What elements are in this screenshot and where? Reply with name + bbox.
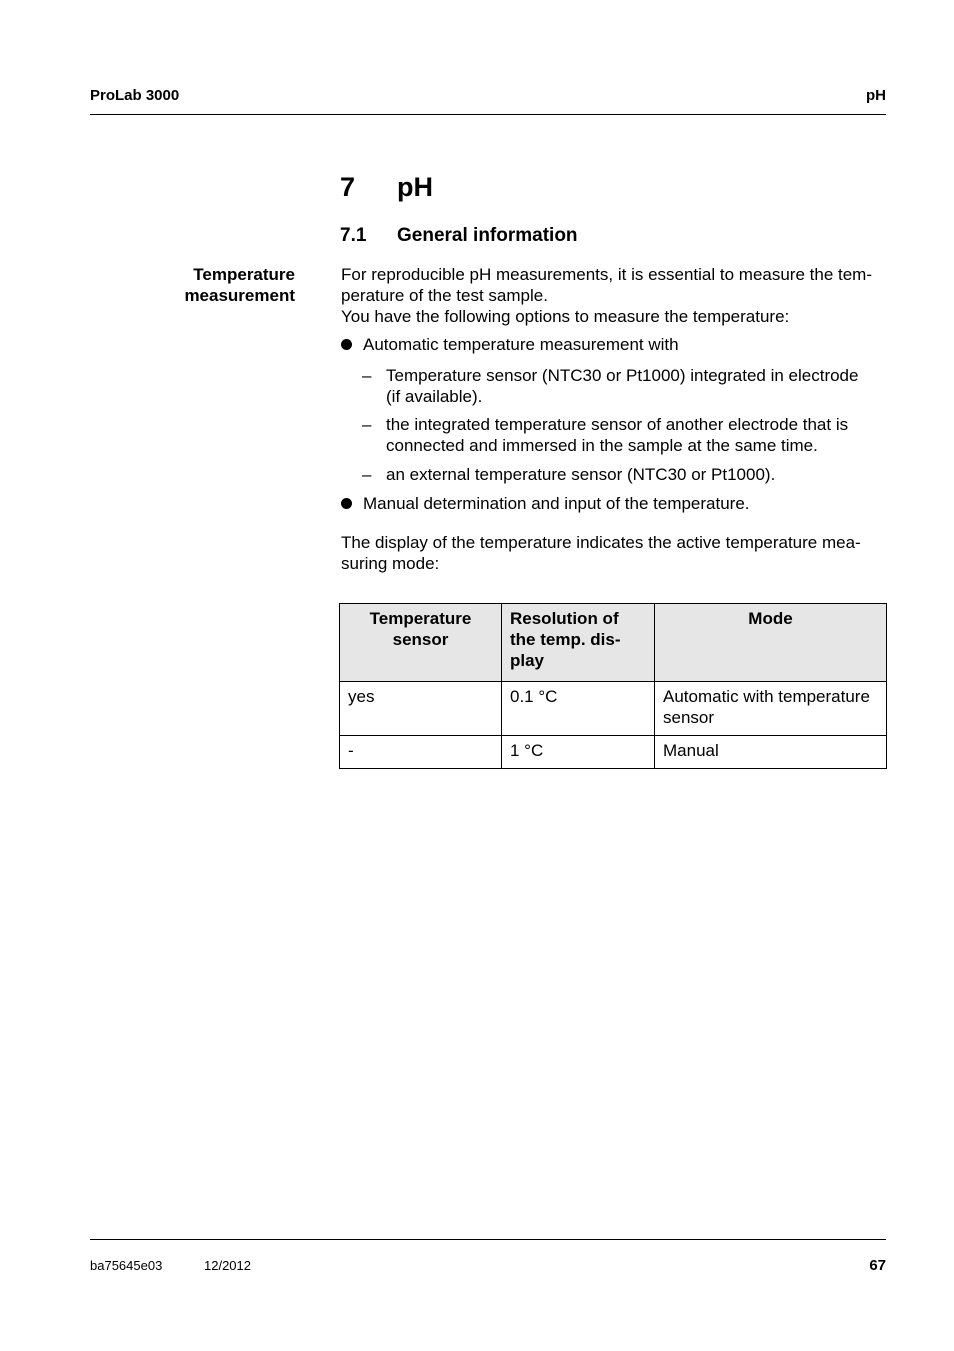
footer-divider [90, 1239, 886, 1240]
temperature-mode-table [339, 603, 887, 769]
display-note-line: The display of the temperature indicates the active temperature mea- [341, 533, 861, 552]
sub-item-line: (if available). [386, 387, 483, 406]
intro-paragraph [341, 264, 889, 327]
bullet-dot-icon [341, 498, 352, 509]
table-header-cell: Temperature sensor [340, 604, 502, 682]
table-cell-resolution: 1 °C [502, 736, 655, 769]
section-number: 7.1 [340, 225, 367, 246]
margin-note-line: measurement [184, 286, 295, 305]
display-note-line: suring mode: [341, 554, 440, 573]
footer-date: 12/2012 [204, 1258, 251, 1273]
header-section: pH [866, 87, 886, 104]
table-header-row [340, 604, 887, 682]
intro-line: You have the following options to measure the temperature: [341, 307, 790, 326]
table-cell-sensor: - [340, 736, 502, 769]
section-title: General information [397, 225, 578, 246]
bullet-dot-icon [341, 339, 352, 350]
margin-note-line: Temperature [193, 265, 295, 284]
table-header-cell: Resolution of the temp. dis- play [502, 604, 655, 682]
intro-line: For reproducible pH measurements, it is essential to measure the tem- [341, 265, 873, 284]
bullet-text: Automatic temperature measurement with [363, 335, 679, 354]
dash-marker: – [362, 465, 372, 484]
table-cell-resolution: 0.1 °C [502, 682, 655, 736]
display-note-paragraph [341, 532, 889, 574]
sub-item-line: Temperature sensor (NTC30 or Pt1000) integrated in electrode [386, 366, 859, 385]
intro-line: perature of the test sample. [341, 286, 548, 305]
table-cell-mode: Manual [655, 736, 887, 769]
bullet-text: Manual determination and input of the temperature. [363, 494, 750, 513]
footer-doc-id: ba75645e03 [90, 1258, 163, 1273]
margin-note [95, 264, 295, 306]
dash-marker: – [362, 366, 372, 385]
chapter-title: pH [397, 172, 433, 202]
page-number: 67 [869, 1257, 886, 1274]
sub-item-line: an external temperature sensor (NTC30 or Pt1000). [386, 465, 776, 484]
table-row [340, 736, 887, 769]
header-product: ProLab 3000 [90, 87, 180, 104]
table-header-cell: Mode [655, 604, 887, 682]
table-row [340, 682, 887, 736]
sub-item-line: the integrated temperature sensor of another electrode that is [386, 415, 849, 434]
table-cell-sensor: yes [340, 682, 502, 736]
sub-item-line: connected and immersed in the sample at the same time. [386, 436, 818, 455]
chapter-number: 7 [340, 172, 356, 202]
dash-marker: – [362, 415, 372, 434]
header-divider [90, 114, 886, 115]
table-cell-mode: Automatic with temperature sensor [655, 682, 887, 736]
